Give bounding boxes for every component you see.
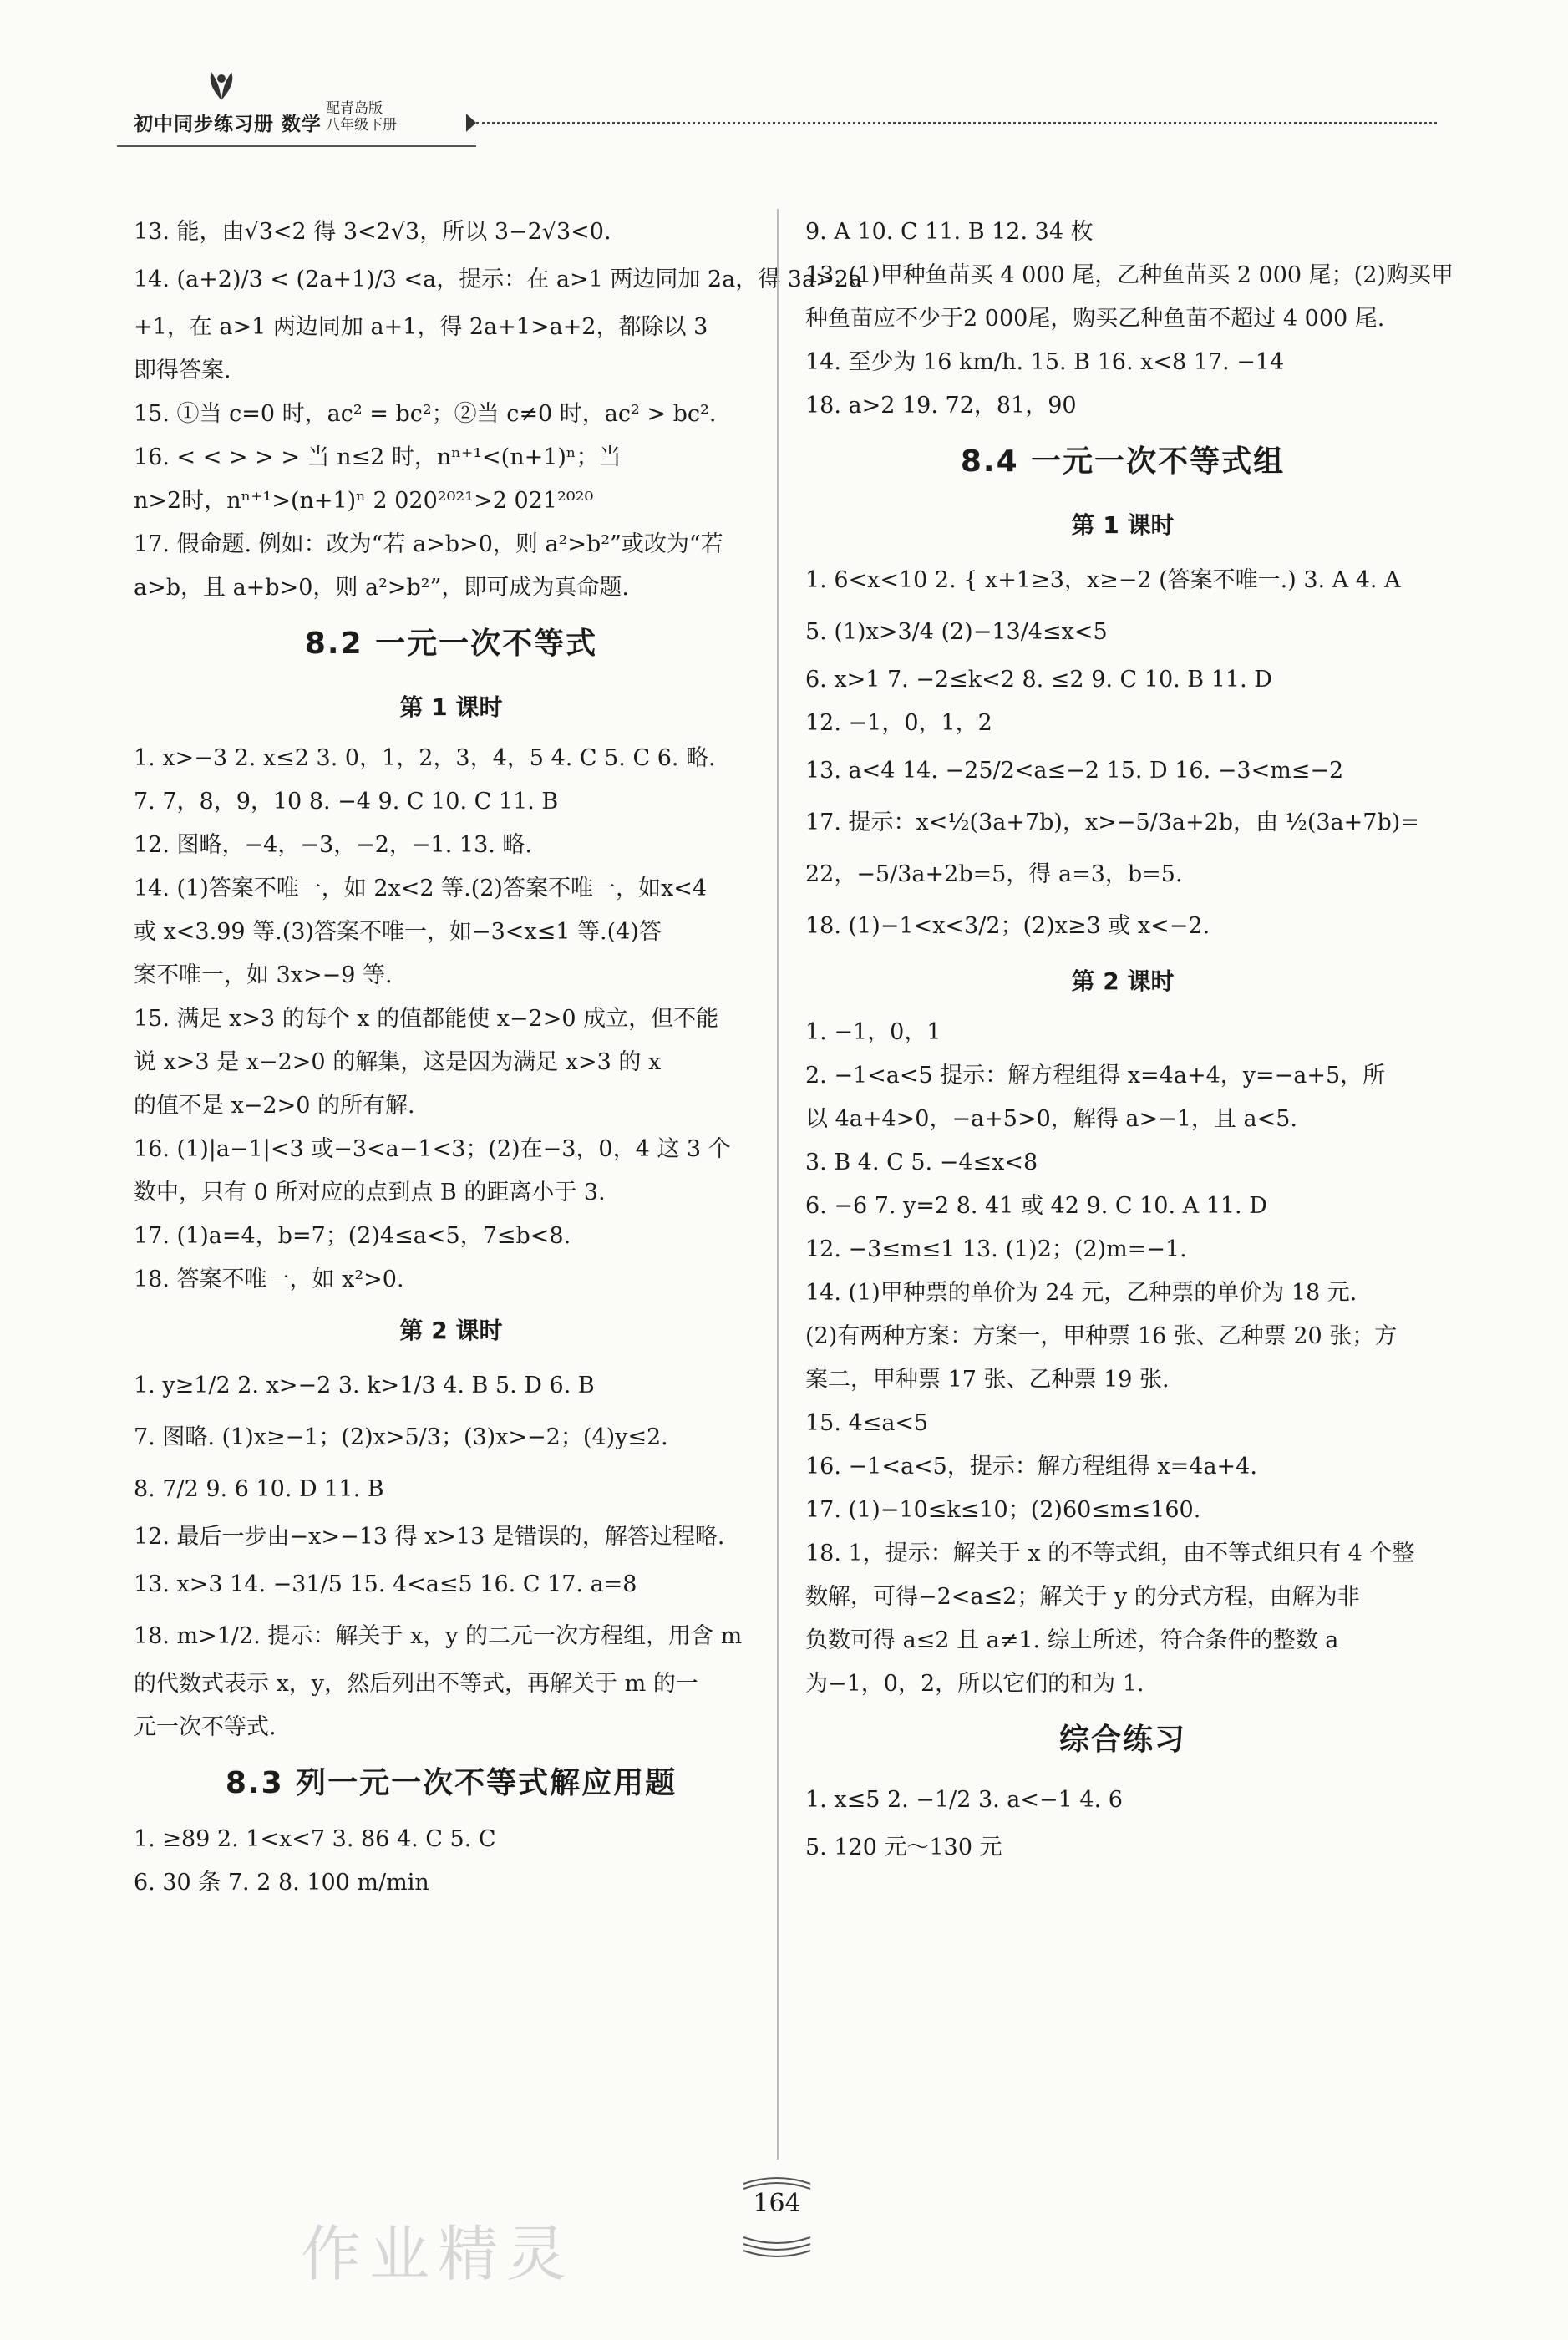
answer-line: 12. 图略，−4，−3，−2，−1. 13. 略. xyxy=(134,832,532,858)
answer-line: 1. x>−3 2. x≤2 3. 0，1，2，3，4，5 4. C 5. C 6. 略. xyxy=(134,745,716,771)
answer-line: 15. ①当 c=0 时，ac² = bc²；②当 c≠0 时，ac² > bc². xyxy=(134,401,717,427)
answer-line: 1. ≥89 2. 1<x<7 3. 86 4. C 5. C xyxy=(134,1826,496,1852)
header-arrow-icon xyxy=(466,114,476,132)
watermark: 作业精灵 xyxy=(301,2219,576,2289)
header-rule xyxy=(117,145,476,147)
answer-line: 说 x>3 是 x−2>0 的解集，这是因为满足 x>3 的 x xyxy=(134,1049,662,1075)
answer-line: 13. (1)甲种鱼苗买 4 000 尾，乙种鱼苗买 2 000 尾；(2)购买甲 xyxy=(805,262,1454,288)
answer-line: 17. 假命题. 例如：改为“若 a>b>0，则 a²>b²”或改为“若 xyxy=(134,531,723,557)
answer-line: 即得答案. xyxy=(134,358,231,383)
answer-line: 14. 至少为 16 km/h. 15. B 16. x<8 17. −14 xyxy=(805,349,1285,375)
answer-line: 5. (1)x>3/4 (2)−13/4≤x<5 xyxy=(805,619,1108,645)
lesson-subtitle: 第 2 课时 xyxy=(1071,967,1175,995)
answer-line: 13. 能，由√3<2 得 3<2√3，所以 3−2√3<0. xyxy=(134,219,611,245)
left-column xyxy=(134,211,862,1905)
lesson-subtitle: 第 1 课时 xyxy=(1071,511,1175,539)
answer-line: 17. 提示：x<½(3a+7b)，x>−5/3a+2b，由 ½(3a+7b)= xyxy=(805,810,1419,835)
answer-line: 12. −3≤m≤1 13. (1)2；(2)m=−1. xyxy=(805,1236,1187,1262)
answer-line: 8. 7/2 9. 6 10. D 11. B xyxy=(134,1476,384,1502)
answer-line: 元一次不等式. xyxy=(134,1714,277,1740)
answer-line: 18. (1)−1<x<3/2；(2)x≥3 或 x<−2. xyxy=(805,913,1210,939)
answer-line: (2)有两种方案：方案一，甲种票 16 张、乙种票 20 张；方 xyxy=(805,1323,1398,1349)
answer-line: 13. a<4 14. −25/2<a≤−2 15. D 16. −3<m≤−2 xyxy=(805,758,1344,784)
answer-line: 1. 6<x<10 2. { x+1≥3，x≥−2 (答案不唯一.) 3. A 4. A xyxy=(805,567,1401,593)
edition-line-2: 八年级下册 xyxy=(326,117,397,134)
answer-line: 18. 1，提示：解关于 x 的不等式组，由不等式组只有 4 个整 xyxy=(805,1541,1415,1566)
answer-line: +1，在 a>1 两边同加 a+1，得 2a+1>a+2，都除以 3 xyxy=(134,314,708,340)
answer-line: 为−1，0，2，所以它们的和为 1. xyxy=(805,1671,1144,1697)
page-header xyxy=(117,99,1437,149)
edition-line-1: 配青岛版 xyxy=(326,100,383,117)
answer-line: 5. 120 元～130 元 xyxy=(805,1835,1002,1860)
lesson-subtitle: 第 1 课时 xyxy=(399,693,503,721)
answer-line: 16. −1<a<5，提示：解方程组得 x=4a+4. xyxy=(805,1454,1257,1480)
answer-line: 案二，甲种票 17 张、乙种票 19 张. xyxy=(805,1367,1170,1393)
answer-line: 以 4a+4>0，−a+5>0，解得 a>−1，且 a<5. xyxy=(805,1106,1297,1132)
answer-line: 3. B 4. C 5. −4≤x<8 xyxy=(805,1150,1038,1175)
answer-line: 的代数式表示 x，y，然后列出不等式，再解关于 m 的一 xyxy=(134,1671,698,1697)
answer-line: 15. 4≤a<5 xyxy=(805,1410,929,1436)
answer-line: n>2时，nⁿ⁺¹>(n+1)ⁿ 2 020²⁰²¹>2 021²⁰²⁰ xyxy=(134,488,594,514)
answer-line: 负数可得 a≤2 且 a≠1. 综上所述，符合条件的整数 a xyxy=(805,1627,1339,1653)
logo-icon xyxy=(196,67,246,104)
lesson-subtitle: 第 2 课时 xyxy=(399,1317,503,1344)
answer-line: 12. −1，0，1，2 xyxy=(805,710,992,736)
header-dotted-line xyxy=(476,122,1437,124)
answer-line: 或 x<3.99 等.(3)答案不唯一，如−3<x≤1 等.(4)答 xyxy=(134,919,662,945)
answer-line: 数解，可得−2<a≤2；解关于 y 的分式方程，由解为非 xyxy=(805,1584,1360,1610)
answer-line: 1. y≥1/2 2. x>−2 3. k>1/3 4. B 5. D 6. B xyxy=(134,1373,595,1398)
answer-line: 16. (1)|a−1|<3 或−3<a−1<3；(2)在−3，0，4 这 3 个 xyxy=(134,1136,731,1162)
answer-line: 18. m>1/2. 提示：解关于 x，y 的二元一次方程组，用含 m xyxy=(134,1623,743,1649)
answer-line: 7. 图略. (1)x≥−1；(2)x>5/3；(3)x>−2；(4)y≤2. xyxy=(134,1424,668,1450)
answer-line: a>b，且 a+b>0，则 a²>b²”，即可成为真命题. xyxy=(134,575,630,601)
section-title: 8.3 列一元一次不等式解应用题 xyxy=(225,1766,677,1800)
answer-line: 案不唯一，如 3x>−9 等. xyxy=(134,962,393,988)
answer-line: 14. (a+2)/3 < (2a+1)/3 <a，提示：在 a>1 两边同加 2a，得 3a>2a xyxy=(134,266,862,292)
answer-line: 6. x>1 7. −2≤k<2 8. ≤2 9. C 10. B 11. D xyxy=(805,667,1272,693)
answer-line: 14. (1)甲种票的单价为 24 元，乙种票的单价为 18 元. xyxy=(805,1280,1357,1306)
answer-line: 9. A 10. C 11. B 12. 34 枚 xyxy=(805,219,1094,245)
answer-line: 22，−5/3a+2b=5，得 a=3，b=5. xyxy=(805,861,1183,887)
edition-label xyxy=(326,100,397,134)
section-title: 8.2 一元一次不等式 xyxy=(304,627,598,661)
answer-line: 6. 30 条 7. 2 8. 100 m/min xyxy=(134,1870,429,1896)
answer-line: 6. −6 7. y=2 8. 41 或 42 9. C 10. A 11. D xyxy=(805,1193,1267,1219)
answer-line: 1. x≤5 2. −1/2 3. a<−1 4. 6 xyxy=(805,1787,1123,1813)
section-title: 综合练习 xyxy=(1058,1723,1186,1757)
page-number-ornament xyxy=(735,2172,819,2264)
answer-line: 12. 最后一步由−x>−13 得 x>13 是错误的，解答过程略. xyxy=(134,1524,725,1550)
answer-line: 2. −1<a<5 提示：解方程组得 x=4a+4，y=−a+5，所 xyxy=(805,1063,1386,1089)
answer-line: 16. < < > > > 当 n≤2 时，nⁿ⁺¹<(n+1)ⁿ；当 xyxy=(134,444,622,470)
answer-line: 14. (1)答案不唯一，如 2x<2 等.(2)答案不唯一，如x<4 xyxy=(134,876,707,901)
answer-line: 17. (1)−10≤k≤10；(2)60≤m≤160. xyxy=(805,1497,1201,1523)
page-number: 164 xyxy=(753,2189,801,2218)
answer-line: 1. −1，0，1 xyxy=(805,1019,941,1045)
answer-line: 13. x>3 14. −31/5 15. 4<a≤5 16. C 17. a=8 xyxy=(134,1571,637,1597)
answer-line: 种鱼苗应不少于2 000尾，购买乙种鱼苗不超过 4 000 尾. xyxy=(805,306,1385,332)
answer-line: 数中，只有 0 所对应的点到点 B 的距离小于 3. xyxy=(134,1180,606,1206)
answer-line: 17. (1)a=4，b=7；(2)4≤a<5，7≤b<8. xyxy=(134,1223,571,1249)
answer-line: 的值不是 x−2>0 的所有解. xyxy=(134,1093,415,1119)
book-title: 初中同步练习册 数学 xyxy=(134,114,322,135)
right-column xyxy=(805,211,1454,1870)
answer-line: 18. 答案不唯一，如 x²>0. xyxy=(134,1266,404,1292)
answer-line: 18. a>2 19. 72，81，90 xyxy=(805,393,1077,419)
column-divider xyxy=(777,209,779,2160)
answer-line: 7. 7，8，9，10 8. −4 9. C 10. C 11. B xyxy=(134,789,559,815)
answer-line: 15. 满足 x>3 的每个 x 的值都能使 x−2>0 成立，但不能 xyxy=(134,1006,719,1032)
section-title: 8.4 一元一次不等式组 xyxy=(960,444,1286,479)
